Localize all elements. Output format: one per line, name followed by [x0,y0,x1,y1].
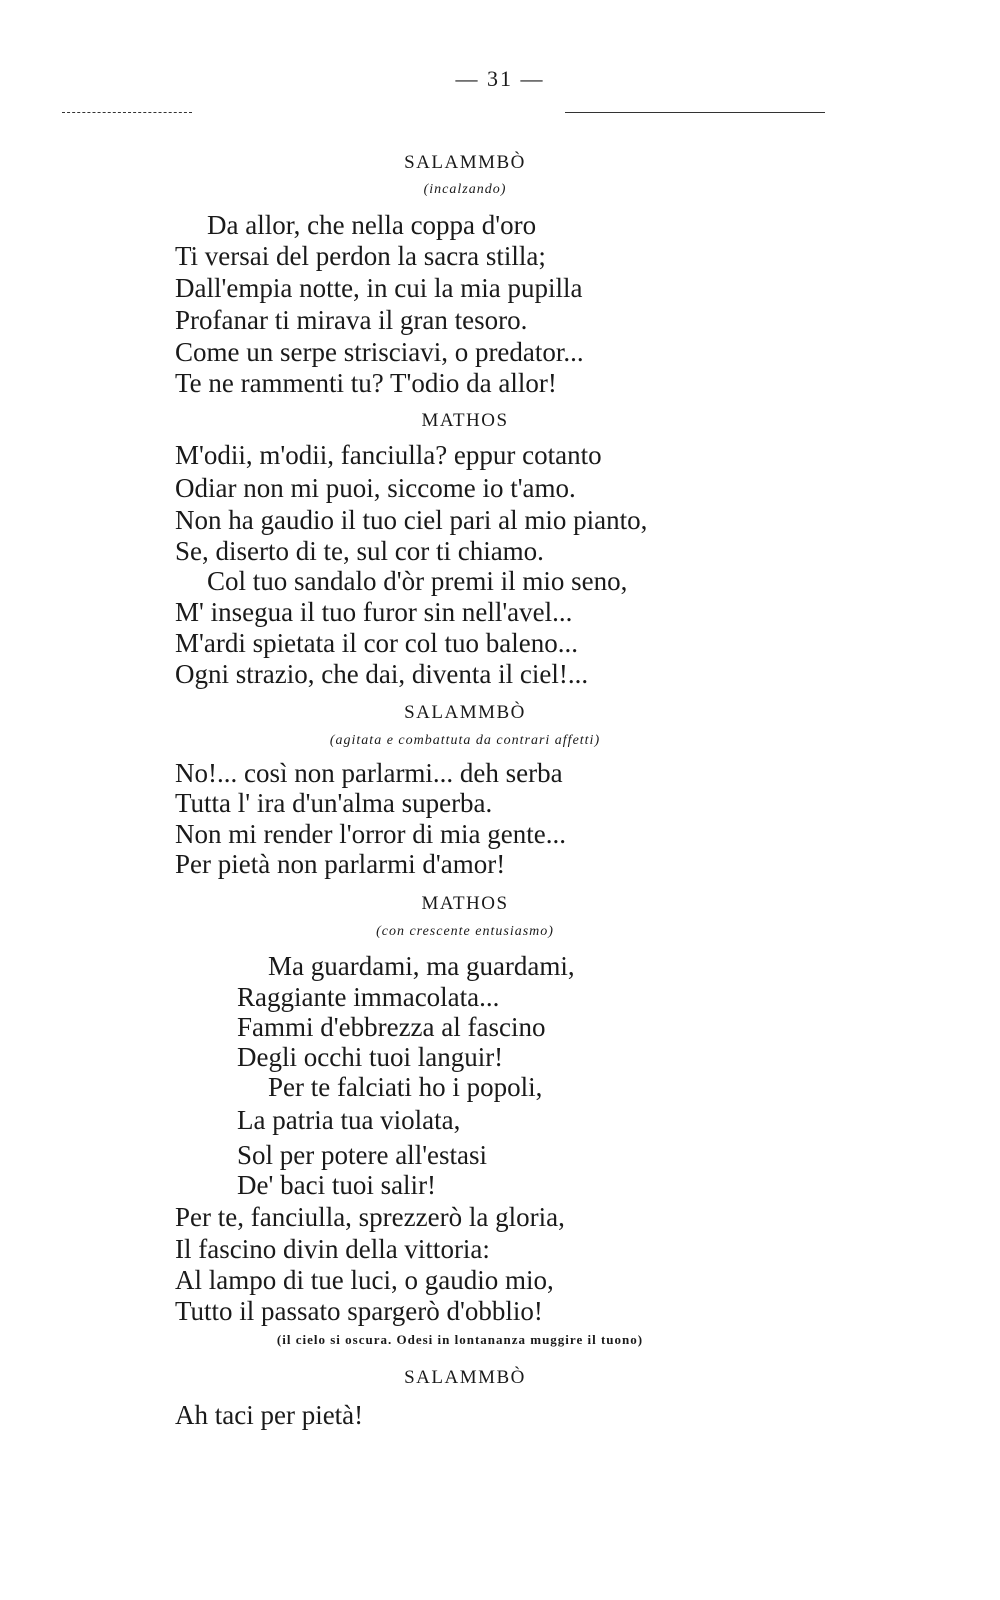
verse-line: No!... così non parlarmi... deh serba [175,758,563,788]
verse-line: Te ne rammenti tu? T'odio da allor! [175,368,557,398]
verse-line: Ma guardami, ma guardami, [268,951,575,981]
verse-line: Degli occhi tuoi languir! [237,1042,504,1072]
verse-line: M' insegua il tuo furor sin nell'avel... [175,597,573,627]
verse-line: Se, diserto di te, sul cor ti chiamo. [175,536,544,566]
speaker-name: SALAMMBÒ [404,1367,526,1388]
verse-line: Il fascino divin della vittoria: [175,1234,490,1264]
speaker-name: SALAMMBÒ [404,702,526,723]
verse-line: Dall'empia notte, in cui la mia pupilla [175,273,583,303]
verse-line: De' baci tuoi salir! [237,1170,437,1200]
stage-direction: (con crescente entusiasmo) [376,924,554,939]
page-number: — 31 — [455,66,545,91]
verse-line: M'odii, m'odii, fanciulla? eppur cotanto [175,440,602,470]
verse-line: Fammi d'ebbrezza al fascino [237,1012,546,1042]
speaker-name: SALAMMBÒ [404,152,526,173]
verse-line: La patria tua violata, [237,1105,461,1135]
verse-line: Tutta l' ira d'un'alma superba. [175,788,493,818]
verse-line: Tutto il passato spargerò d'obblio! [175,1296,543,1326]
verse-line: Ogni strazio, che dai, diventa il ciel!... [175,659,589,689]
verse-line: M'ardi spietata il cor col tuo baleno... [175,628,578,658]
verse-line: Come un serpe strisciavi, o predator... [175,337,584,367]
header-rule-left [62,112,192,113]
verse-line: Al lampo di tue luci, o gaudio mio, [175,1265,554,1295]
verse-line: Raggiante immacolata... [237,982,500,1012]
stage-direction: (il cielo si oscura. Odesi in lontananza muggire il tuono) [276,1332,644,1347]
verse-line: Odiar non mi puoi, siccome io t'amo. [175,473,576,503]
verse-line: Ah taci per pietà! [175,1400,364,1430]
verse-line: Profanar ti mirava il gran tesoro. [175,305,528,335]
verse-line: Col tuo sandalo d'òr premi il mio seno, [207,566,628,596]
verse-line: Per pietà non parlarmi d'amor! [175,849,506,879]
verse-line: Sol per potere all'estasi [237,1140,488,1170]
stage-direction: (agitata e combattuta da contrari affetti) [329,733,601,748]
verse-line: Ti versai del perdon la sacra stilla; [175,241,546,271]
verse-line: Non mi render l'orror di mia gente... [175,819,566,849]
verse-line: Per te falciati ho i popoli, [268,1072,543,1102]
verse-line: Non ha gaudio il tuo ciel pari al mio pianto, [175,505,648,535]
speaker-name: MATHOS [421,410,509,431]
verse-line: Per te, fanciulla, sprezzerò la gloria, [175,1202,565,1232]
header-rule-right [565,112,825,113]
speaker-name: MATHOS [421,893,509,914]
verse-line: Da allor, che nella coppa d'oro [207,210,537,240]
stage-direction: (incalzando) [423,182,507,197]
